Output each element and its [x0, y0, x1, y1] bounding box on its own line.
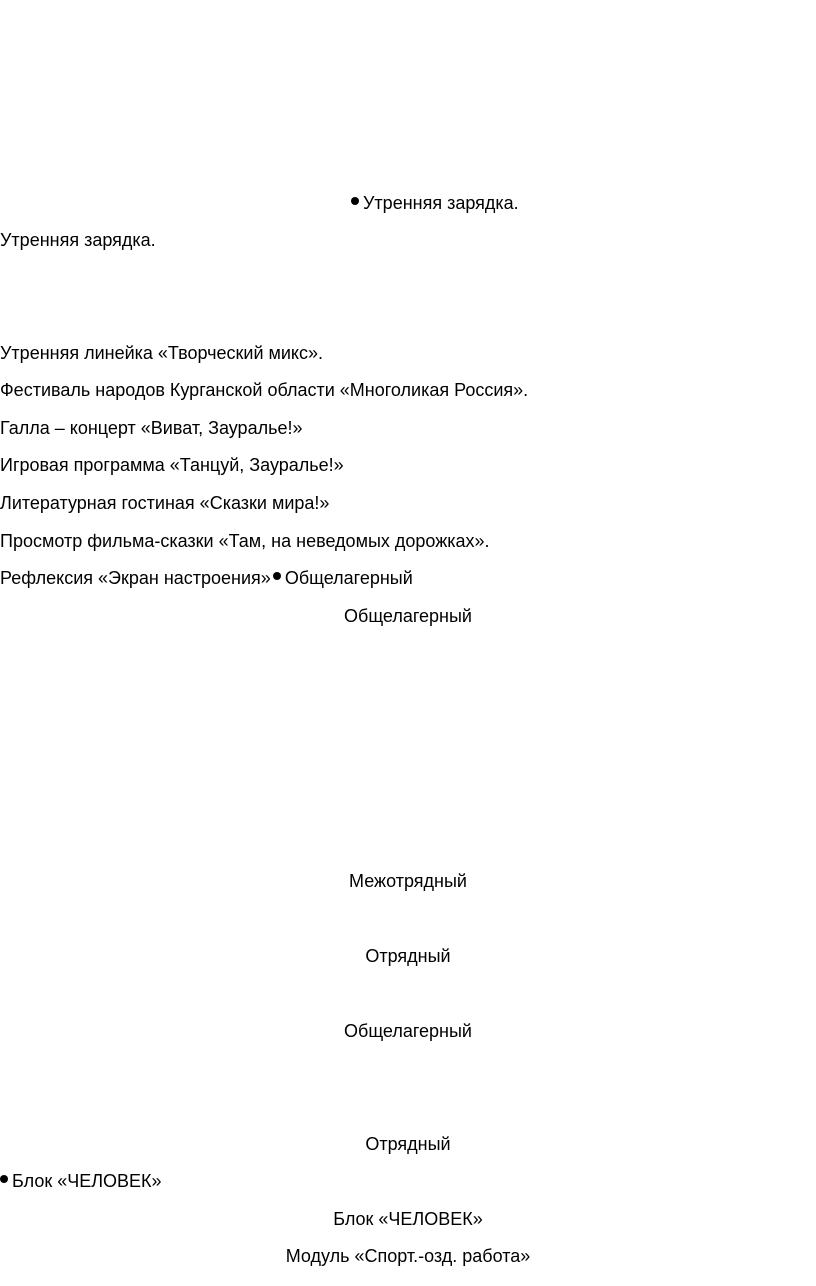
text-camp-wide-1: Общелагерный — [344, 606, 472, 626]
bullet-icon — [0, 1175, 8, 1183]
text-festival: Фестиваль народов Курганской области «Многоликая Россия». — [0, 380, 529, 400]
bullet-icon — [351, 197, 359, 205]
bullet-line-block-human — [0, 1170, 162, 1192]
text-reflection-line — [0, 567, 413, 589]
text-literary-lounge: Литературная гостиная «Сказки мира!» — [0, 493, 330, 513]
text-gala-concert: Галла – концерт «Виват, Зауралье!» — [0, 418, 303, 438]
text-reflection: Рефлексия «Экран настроения» — [0, 568, 271, 588]
text-inter-squad: Межотрядный — [349, 871, 467, 891]
bullet-icon — [273, 572, 281, 580]
text-squad-1: Отрядный — [365, 946, 451, 966]
text-game-program: Игровая программа «Танцуй, Зауралье!» — [0, 455, 344, 475]
text-module-sport: Модуль «Спорт.-озд. работа» — [285, 1246, 531, 1266]
text-block-human: Блок «ЧЕЛОВЕК» — [333, 1209, 483, 1229]
text-morning-lineup: Утренняя линейка «Творческий микс». — [0, 343, 324, 363]
bullet-line-morning-exercise — [351, 192, 519, 214]
text-camp-wide-2: Общелагерный — [344, 1021, 472, 1041]
text-morning-exercise-bulleted: Утренняя зарядка. — [363, 193, 519, 213]
text-block-human-bulleted: Блок «ЧЕЛОВЕК» — [12, 1171, 162, 1191]
text-morning-exercise: Утренняя зарядка. — [0, 230, 156, 250]
text-film-screening: Просмотр фильма-сказки «Там, на неведомых дорожках». — [0, 531, 490, 551]
text-squad-2: Отрядный — [365, 1134, 451, 1154]
text-camp-wide-inline: Общелагерный — [284, 568, 413, 588]
